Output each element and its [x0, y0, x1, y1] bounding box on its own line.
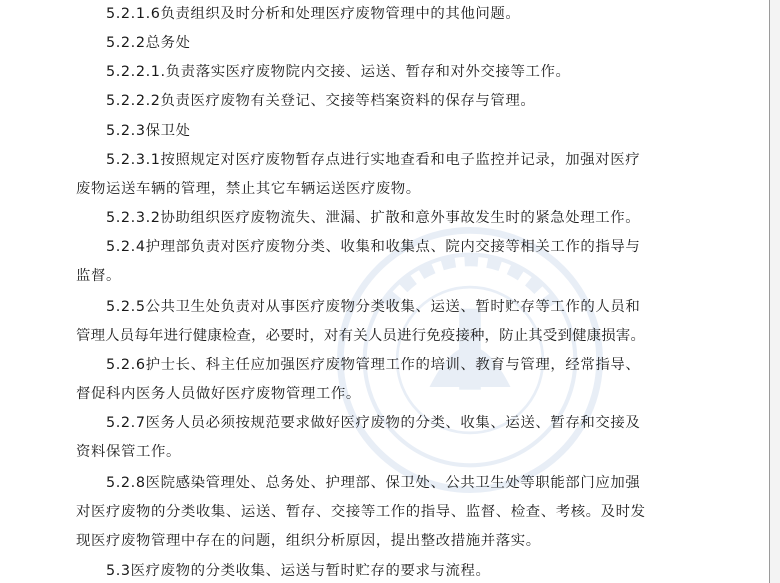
- text-line: 监督。: [76, 268, 121, 284]
- text-line: 管理人员每年进行健康检查，必要时，对有关人员进行免疫接种，防止其受到健康损害。: [76, 328, 646, 344]
- text-line: 5.2.3.2协助组织医疗废物流失、泄漏、扩散和意外事故发生时的紧急处理工作。: [106, 210, 641, 226]
- text-line: 5.2.7医务人员必须按规范要求做好医疗废物的分类、收集、运送、暂存和交接及: [106, 415, 641, 431]
- section-heading: 5.2.2总务处: [106, 35, 191, 51]
- text-line: 资料保管工作。: [76, 444, 181, 460]
- text-line: 对医疗废物的分类收集、运送、暂存、交接等工作的指导、监督、检查、考核。及时发: [76, 504, 646, 520]
- text-line: 5.2.2.1.负责落实医疗废物院内交接、运送、暂存和对外交接等工作。: [106, 64, 571, 80]
- text-line: 5.2.5公共卫生处负责对从事医疗废物分类收集、运送、暂时贮存等工作的人员和: [106, 299, 641, 315]
- text-line: 5.2.4护理部负责对医疗废物分类、收集和收集点、院内交接等相关工作的指导与: [106, 239, 641, 255]
- text-line: 现医疗废物管理中存在的问题，组织分析原因，提出整改措施并落实。: [76, 533, 541, 549]
- window-gutter: [770, 0, 780, 583]
- text-line: 督促科内医务人员做好医疗废物管理工作。: [76, 386, 361, 402]
- text-line: 5.2.2.2负责医疗废物有关登记、交接等档案资料的保存与管理。: [106, 93, 536, 109]
- text-line: 5.2.1.6负责组织及时分析和处理医疗废物管理中的其他问题。: [106, 6, 521, 22]
- text-line: 5.2.8医院感染管理处、总务处、护理部、保卫处、公共卫生处等职能部门应加强: [106, 475, 641, 491]
- text-line: 废物运送车辆的管理，禁止其它车辆运送医疗废物。: [76, 181, 421, 197]
- text-line: 5.2.3.1按照规定对医疗废物暂存点进行实地查看和电子监控并记录，加强对医疗: [106, 152, 641, 168]
- section-heading: 5.3医疗废物的分类收集、运送与暂时贮存的要求与流程。: [106, 563, 491, 579]
- section-heading: 5.2.3保卫处: [106, 123, 191, 139]
- text-line: 5.2.6护士长、科主任应加强医疗废物管理工作的培训、教育与管理，经常指导、: [106, 357, 641, 373]
